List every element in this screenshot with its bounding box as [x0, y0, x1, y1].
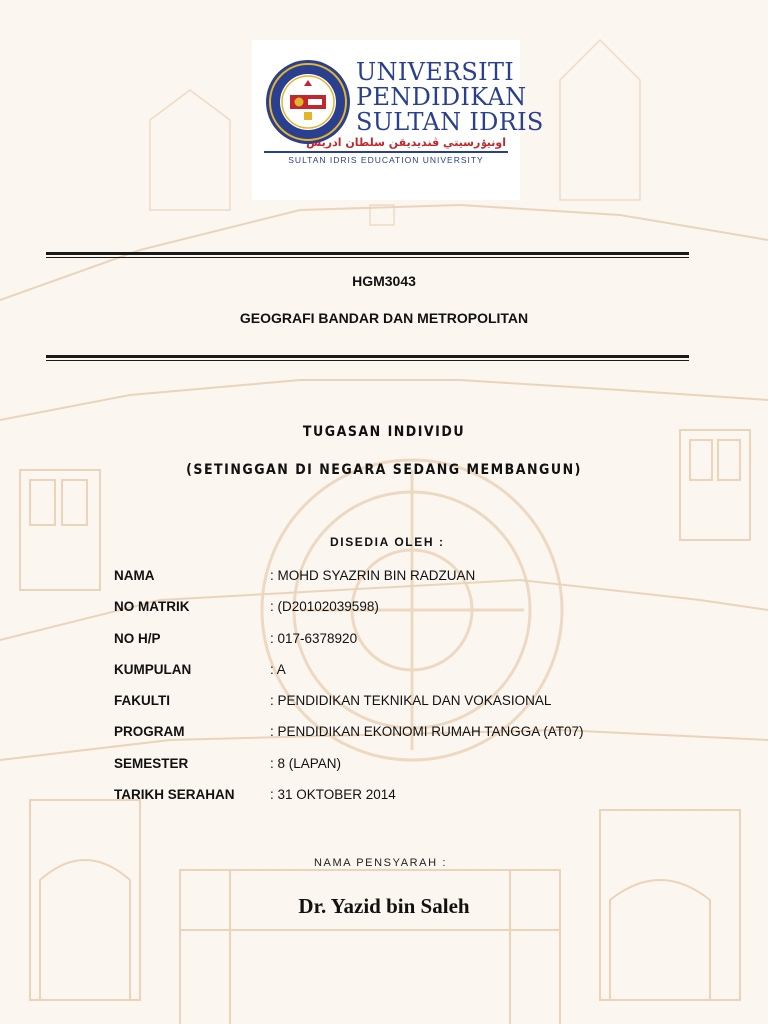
detail-value: : A: [270, 661, 286, 677]
detail-value: : 017-6378920: [270, 630, 358, 646]
detail-value: : PENDIDIKAN EKONOMI RUMAH TANGGA (AT07): [270, 724, 584, 740]
detail-label: FAKULTI: [114, 693, 170, 709]
detail-label: SEMESTER: [114, 755, 189, 771]
detail-value: : 31 OKTOBER 2014: [270, 787, 396, 803]
university-name-jawi: اونيۏرسيتي ڤنديديقن سلطان ادريس: [306, 136, 506, 149]
logo-divider: [264, 151, 508, 153]
university-name-line-2: PENDIDIKAN: [356, 83, 527, 111]
course-code: HGM3043: [352, 273, 416, 289]
lecturer-name: Dr. Yazid bin Saleh: [298, 894, 470, 918]
detail-label: PROGRAM: [114, 724, 185, 740]
university-logo: [252, 40, 544, 200]
detail-value: : (D20102039598): [270, 599, 379, 615]
detail-label: TARIKH SERAHAN: [114, 787, 235, 803]
detail-value: : 8 (LAPAN): [270, 755, 342, 771]
top-divider: [46, 252, 689, 258]
assignment-title: (SETINGGAN DI NEGARA SEDANG MEMBANGUN): [186, 462, 582, 478]
detail-label: KUMPULAN: [114, 661, 192, 677]
prepared-by-label: DISEDIA OLEH :: [330, 535, 445, 549]
university-name-line-1: UNIVERSITI: [356, 58, 515, 86]
detail-value: : PENDIDIKAN TEKNIKAL DAN VOKASIONAL: [270, 693, 552, 709]
detail-label: NO H/P: [114, 630, 161, 646]
detail-label: NAMA: [114, 568, 155, 583]
university-name-line-3: SULTAN IDRIS: [356, 108, 544, 136]
assignment-type: TUGASAN INDIVIDU: [302, 424, 466, 440]
university-name: [356, 60, 544, 135]
lecturer-label: NAMA PENSYARAH :: [314, 857, 447, 869]
detail-label: NO MATRIK: [114, 599, 190, 615]
bottom-divider: [46, 355, 689, 361]
university-seal-icon: [264, 58, 352, 146]
university-tagline: SULTAN IDRIS EDUCATION UNIVERSITY: [288, 155, 484, 165]
detail-value: : MOHD SYAZRIN BIN RADZUAN: [270, 568, 476, 583]
course-title: GEOGRAFI BANDAR DAN METROPOLITAN: [239, 310, 529, 326]
